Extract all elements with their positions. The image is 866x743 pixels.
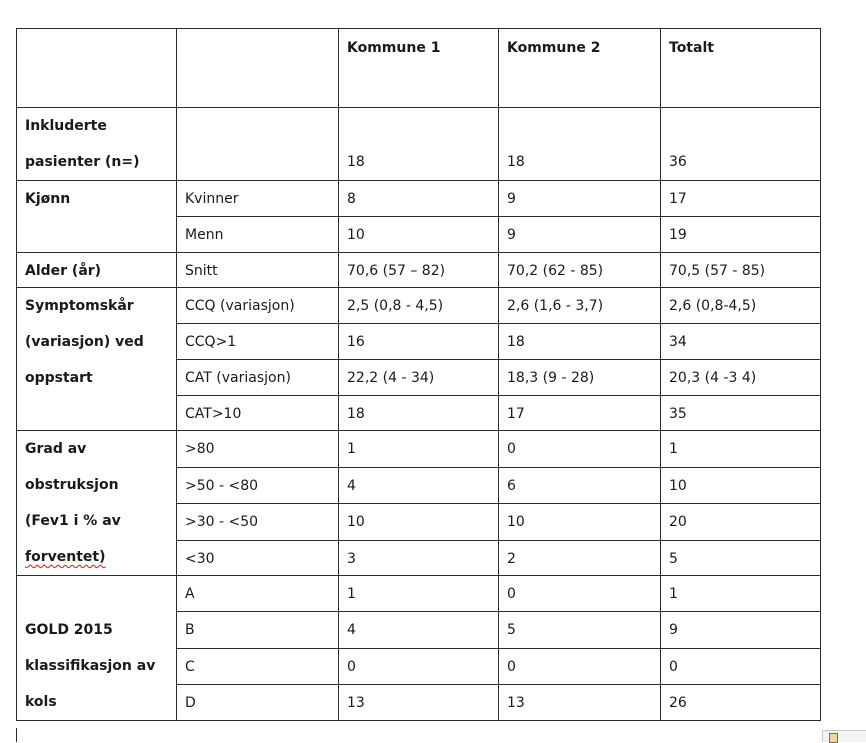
label-obstruction [17,431,177,576]
value-cell: 18 [339,396,499,431]
value-cell: 1 [661,431,821,468]
value-cell: 1 [661,576,821,612]
value-cell: 18,3 (9 - 28) [499,360,661,396]
label-age: Alder (år) [17,253,177,288]
sub-label: D [177,684,339,720]
label-line: GOLD 2015 [25,622,113,638]
header-kommune-1: Kommune 1 [339,29,499,108]
header-cell-blank-2 [177,29,339,108]
row-included [17,108,821,181]
spellcheck-word: forventet) [25,549,106,565]
value-cell: 13 [339,684,499,720]
value-cell: 22,2 (4 - 34) [339,360,499,396]
value-cell: 13 [499,684,661,720]
table-row [17,181,821,217]
value-cell: 70,5 (57 - 85) [661,253,821,288]
value-cell: 6 [499,467,661,504]
value-cell: 5 [499,612,661,648]
value-cell: 8 [339,181,499,217]
sub-label: B [177,612,339,648]
value-cell: 18 [499,324,661,360]
value-cell: 18 [499,108,661,181]
label-line: pasienter (n=) [25,154,140,170]
value-cell: 20 [661,504,821,541]
sub-label: <30 [177,540,339,576]
value-cell: 17 [499,396,661,431]
label-line: Grad av [25,441,87,457]
label-line: (Fev1 i % av [25,513,121,529]
label-line [25,539,176,575]
value-cell: 10 [339,504,499,541]
header-kommune-2: Kommune 2 [499,29,661,108]
value-cell: 0 [661,648,821,684]
label-gender: Kjønn [17,181,177,253]
label-line: klassifikasjon av [25,658,156,674]
value-cell: 19 [661,217,821,253]
value-cell: 3 [339,540,499,576]
value-cell: 26 [661,684,821,720]
label-included [17,108,177,181]
text-cursor [16,728,17,742]
value-cell: 9 [499,217,661,253]
value-cell: 0 [339,648,499,684]
sub-label: CCQ>1 [177,324,339,360]
sub-label: C [177,648,339,684]
header-cell-blank-1 [17,29,177,108]
value-cell: 35 [661,396,821,431]
sub-label: CAT (variasjon) [177,360,339,396]
header-totalt: Totalt [661,29,821,108]
sub-label: CAT>10 [177,396,339,431]
table-row [17,253,821,288]
data-table [16,28,821,721]
value-cell: 9 [499,181,661,217]
value-cell: 9 [661,612,821,648]
sub-label: A [177,576,339,612]
label-gold [17,576,177,721]
sub-label: Kvinner [177,181,339,217]
table-row [17,431,821,468]
label-line: kols [25,694,57,710]
table-row [17,288,821,324]
sub-cell-empty [177,108,339,181]
value-cell: 70,6 (57 – 82) [339,253,499,288]
label-line: oppstart [25,370,93,386]
sub-label: >50 - <80 [177,467,339,504]
sub-label: Snitt [177,253,339,288]
value-cell: 0 [499,648,661,684]
label-line [25,576,176,612]
value-cell: 70,2 (62 - 85) [499,253,661,288]
value-cell: 10 [499,504,661,541]
label-line: Inkluderte [25,118,107,134]
paste-options-button[interactable] [822,730,866,742]
label-line: (variasjon) ved [25,334,144,350]
value-cell: 10 [661,467,821,504]
value-cell: 0 [499,576,661,612]
value-cell: 2,6 (0,8-4,5) [661,288,821,324]
value-cell: 16 [339,324,499,360]
value-cell: 17 [661,181,821,217]
value-cell: 0 [499,431,661,468]
label-symptom [17,288,177,431]
header-row [17,29,821,108]
value-cell: 4 [339,612,499,648]
value-cell: 10 [339,217,499,253]
value-cell: 18 [339,108,499,181]
value-cell: 1 [339,431,499,468]
value-cell: 2 [499,540,661,576]
sub-label: >30 - <50 [177,504,339,541]
sub-label: Menn [177,217,339,253]
sub-label: CCQ (variasjon) [177,288,339,324]
value-cell: 34 [661,324,821,360]
value-cell: 1 [339,576,499,612]
label-line: Symptomskår [25,298,134,314]
value-cell: 2,6 (1,6 - 3,7) [499,288,661,324]
value-cell: 4 [339,467,499,504]
sub-label: >80 [177,431,339,468]
value-cell: 5 [661,540,821,576]
value-cell: 20,3 (4 -3 4) [661,360,821,396]
value-cell: 2,5 (0,8 - 4,5) [339,288,499,324]
table-row [17,576,821,612]
label-line: obstruksjon [25,477,119,493]
value-cell: 36 [661,108,821,181]
